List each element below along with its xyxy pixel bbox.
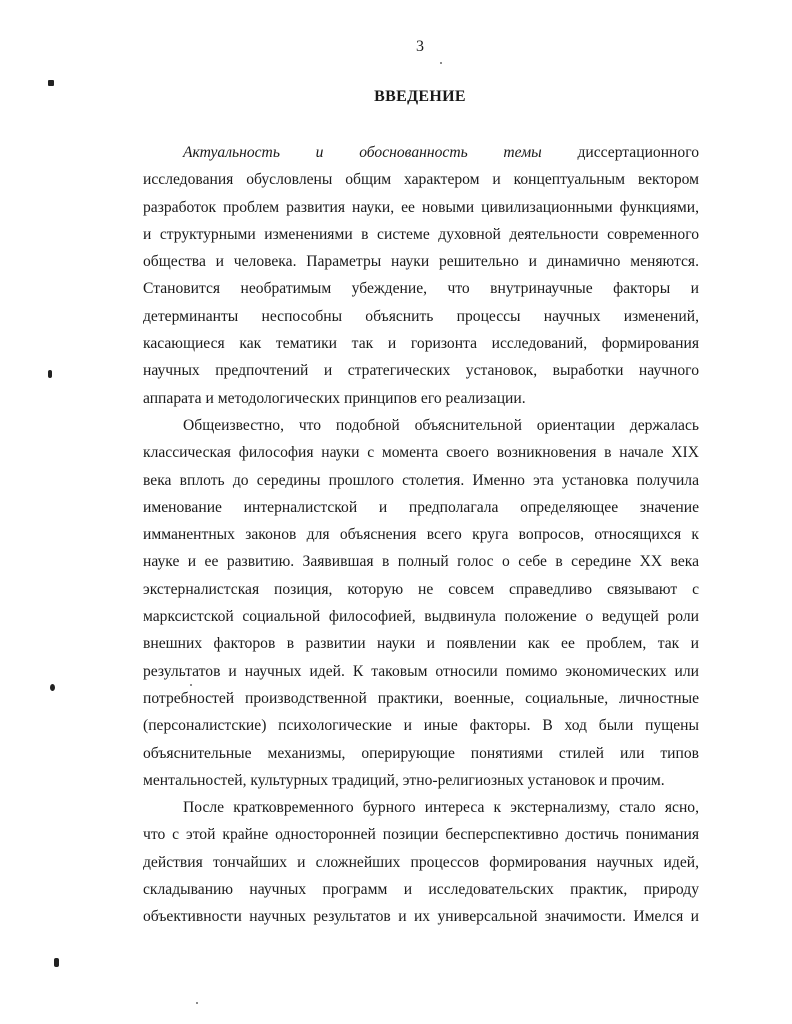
lead-word: и bbox=[315, 144, 324, 161]
scan-speck bbox=[196, 1002, 198, 1004]
text-line: разработок проблем развития науки, ее новыми цивилизационными функциями, bbox=[143, 198, 699, 216]
scan-speck bbox=[190, 684, 192, 686]
text-line: аппарата и методологических принципов его реализации. bbox=[143, 389, 526, 407]
scan-speck bbox=[440, 62, 442, 64]
text-line: научных предпочтений и стратегических установок, выработки научного bbox=[143, 362, 699, 380]
text-line: века вплоть до середины прошлого столетия. Именно эта установка получила bbox=[143, 471, 699, 489]
text-line: марксистской социальной философией, выдвинула положение о ведущей роли bbox=[143, 608, 699, 626]
paragraph-1-lead bbox=[143, 139, 699, 166]
text-line: науке и ее развитию. Заявившая в полный голос о себе в середине XX века bbox=[143, 553, 699, 571]
text-line: исследования обусловлены общим характером и концептуальным вектором bbox=[143, 171, 699, 189]
text-line: Становится необратимым убеждение, что внутринаучные факторы и bbox=[143, 280, 699, 298]
lead-word: Актуальность bbox=[183, 144, 280, 161]
text-line: имманентных законов для объяснения всего круга вопросов, относящихся к bbox=[143, 526, 699, 544]
binder-mark bbox=[48, 80, 54, 86]
page-title: ВВЕДЕНИЕ bbox=[374, 88, 466, 105]
text-line: классическая философия науки с момента своего возникновения в начале XIX bbox=[143, 444, 699, 462]
lead-rest: диссертационного bbox=[577, 144, 699, 161]
binder-mark bbox=[54, 958, 59, 967]
lead-word: обоснованность bbox=[359, 144, 468, 161]
binder-mark bbox=[50, 684, 55, 691]
text-line: После кратковременного бурного интереса к экстернализму, стало ясно, bbox=[183, 799, 699, 817]
text-line: общества и человека. Параметры науки решительно и динамично меняются. bbox=[143, 253, 699, 271]
text-line: именование интерналистской и предполагала определяющее значение bbox=[143, 498, 699, 516]
text-line: (персоналистские) психологические и иные факторы. В ход были пущены bbox=[143, 717, 699, 735]
text-line: детерминанты неспособны объяснить процессы научных изменений, bbox=[143, 307, 699, 325]
lead-word: темы bbox=[503, 144, 542, 161]
text-line: складыванию научных программ и исследовательских практик, природу bbox=[143, 881, 699, 899]
text-line: результатов и научных идей. К таковым относили помимо экономических или bbox=[143, 662, 699, 680]
binder-mark bbox=[48, 370, 52, 378]
text-line: экстерналистская позиция, которую не совсем справедливо связывают с bbox=[143, 580, 699, 598]
text-line: объективности научных результатов и их универсальной значимости. Имелся и bbox=[143, 908, 699, 926]
page-number: 3 bbox=[416, 38, 424, 55]
text-line: потребностей производственной практики, военные, социальные, личностные bbox=[143, 689, 699, 707]
text-line: внешних факторов в развитии науки и появлении как ее проблем, так и bbox=[143, 635, 699, 653]
text-line: действия тончайших и сложнейших процессов формирования научных идей, bbox=[143, 853, 699, 871]
text-line: объяснительные механизмы, оперирующие понятиями стилей или типов bbox=[143, 744, 699, 762]
text-line: ментальностей, культурных традиций, этно-религиозных установок и прочим. bbox=[143, 771, 665, 789]
text-line: Общеизвестно, что подобной объяснительной ориентации держалась bbox=[183, 416, 699, 434]
text-line: касающиеся как тематики так и горизонта исследований, формирования bbox=[143, 335, 699, 353]
text-line: и структурными изменениями в системе духовной деятельности современного bbox=[143, 225, 699, 243]
document-body bbox=[143, 139, 699, 931]
text-line: что с этой крайне односторонней позиции бесперспективно достичь понимания bbox=[143, 826, 699, 844]
